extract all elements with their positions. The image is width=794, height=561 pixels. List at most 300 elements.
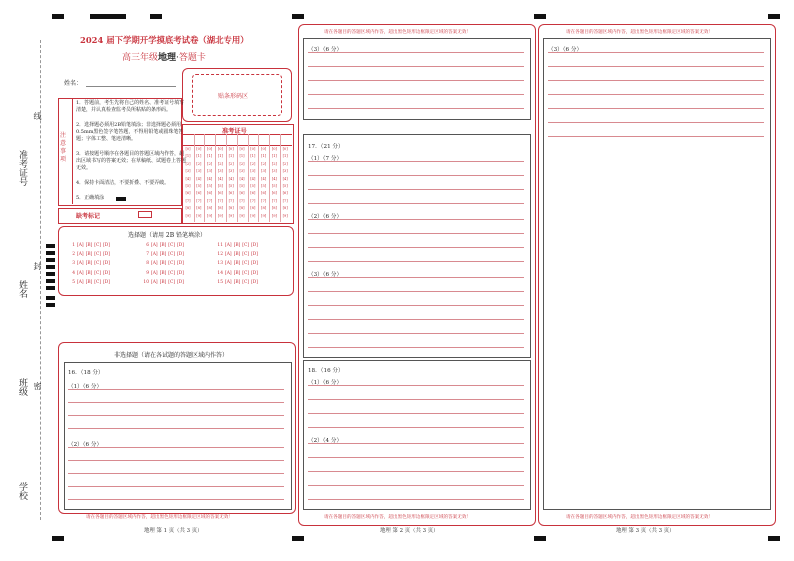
exam-id-bubble[interactable]: [5] [250, 184, 256, 188]
exam-id-bubble[interactable]: [0] [207, 147, 213, 151]
answer-line[interactable] [308, 399, 524, 400]
answer-line[interactable] [308, 233, 524, 234]
exam-no-label: 准考证号 [17, 150, 27, 186]
exam-id-bubble[interactable]: [8] [271, 206, 277, 211]
question-number: 15 [217, 279, 223, 285]
answer-line[interactable] [68, 428, 284, 429]
answer-line[interactable] [308, 471, 524, 472]
exam-id-bubble[interactable]: [1] [217, 154, 223, 159]
exam-id-bubble[interactable]: [4] [282, 176, 288, 181]
answer-line[interactable] [308, 385, 524, 386]
exam-id-bubble[interactable]: [9] [217, 213, 223, 218]
exam-id-bubble[interactable]: [8] [196, 206, 202, 211]
question-number: 7 [146, 252, 149, 258]
choice-row [140, 279, 186, 285]
exam-id-bubble[interactable]: [2] [207, 161, 213, 166]
notice-divider [72, 98, 73, 204]
exam-id-bubble[interactable]: [6] [239, 191, 245, 196]
question-number: 3 [72, 261, 75, 267]
q17-2-label: （2）（6 分） [308, 214, 343, 220]
exam-id-bubble[interactable]: [3] [282, 169, 288, 174]
answer-line[interactable] [68, 415, 284, 416]
registration-mark [292, 14, 304, 19]
answer-line[interactable] [308, 247, 524, 248]
answer-line[interactable] [548, 52, 764, 53]
exam-id-bubble[interactable]: [3] [207, 169, 213, 174]
choice-row [214, 242, 260, 248]
answer-line[interactable] [308, 319, 524, 320]
exam-id-bubble[interactable]: [9] [282, 213, 288, 218]
answer-line[interactable] [548, 122, 764, 123]
exam-id-bubble[interactable]: [6] [250, 191, 256, 196]
page2-warning-top: 请在各题目的答题区域内作答，超出黑色矩形边框限定区域的答案无效！ [324, 30, 472, 35]
exam-id-bubble[interactable]: [6] [196, 191, 202, 196]
exam-id-bubble[interactable]: [6] [185, 191, 191, 196]
name-label: 姓名： [64, 80, 83, 87]
choice-option-bubble[interactable]: [C] [168, 279, 176, 285]
question-number: 4 [72, 270, 75, 276]
answer-line[interactable] [308, 427, 524, 428]
timing-mark [46, 303, 55, 307]
choice-option-bubble[interactable]: [D] [103, 243, 111, 248]
exam-id-bubble[interactable]: [1] [207, 154, 213, 159]
exam-id-bubble[interactable]: [0] [239, 147, 245, 151]
exam-id-bubble[interactable]: [4] [239, 176, 245, 181]
exam-id-bubble[interactable]: [2] [282, 161, 288, 166]
choice-option-bubble[interactable]: [C] [242, 252, 250, 258]
answer-line[interactable] [68, 460, 284, 461]
choice-option-bubble[interactable]: [D] [103, 261, 111, 267]
answer-line[interactable] [308, 161, 524, 162]
exam-id-bubble[interactable]: [5] [239, 184, 245, 188]
answer-line[interactable] [308, 277, 524, 278]
absent-label: 缺考标记 [76, 213, 101, 220]
exam-id-bubble[interactable]: [4] [228, 176, 234, 181]
choice-option-bubble[interactable]: [C] [242, 243, 250, 248]
registration-mark [150, 14, 162, 19]
page2-warning-bottom: 请在各题目的答题区域内作答，超出黑色矩形边框限定区域的答案无效！ [324, 515, 472, 520]
choice-row [214, 270, 260, 276]
exam-id-bubble[interactable]: [7] [250, 198, 256, 203]
choice-option-bubble[interactable]: [A] [77, 270, 84, 276]
exam-id-bubble[interactable]: [6] [261, 191, 267, 196]
choice-option-bubble[interactable]: [C] [242, 270, 250, 276]
choice-option-bubble[interactable]: [A] [77, 252, 84, 258]
choice-row [66, 270, 112, 276]
choice-row [140, 260, 186, 266]
exam-id-bubble[interactable]: [8] [217, 206, 223, 211]
exam-id-bubble[interactable]: [1] [250, 154, 256, 159]
exam-id-bubble[interactable]: [9] [239, 213, 245, 218]
choice-option-bubble[interactable]: [B] [233, 243, 241, 248]
exam-id-bubble[interactable]: [0] [217, 147, 223, 151]
question-number: 8 [146, 261, 149, 267]
notice-item: 2．选择题必须用2B铅笔填涂；非选择题必须用0.5mm黑色签字笔答题，不得用铅笔或圆珠笔答题；字体工整、笔迹清晰。 [76, 122, 184, 143]
notice-item: 1．答题前，考生先将自己的姓名、准考证号填写清楚，并认真检查监考员所粘贴的条形码。 [76, 100, 185, 114]
choice-option-bubble[interactable]: [C] [94, 279, 102, 285]
q17-label: 17．（21 分） [308, 144, 344, 150]
exam-id-bubble[interactable]: [1] [239, 154, 245, 159]
exam-id-bubble[interactable]: [8] [261, 206, 267, 211]
exam-id-bubble[interactable]: [9] [261, 213, 267, 218]
exam-id-bubble[interactable]: [8] [239, 206, 245, 211]
exam-id-bubble[interactable]: [0] [282, 147, 288, 151]
answer-line[interactable] [308, 485, 524, 486]
exam-id-bubble[interactable]: [6] [228, 191, 234, 196]
choice-option-bubble[interactable]: [C] [94, 243, 102, 248]
notice-item: 5．正确填涂 [76, 195, 105, 201]
choice-option-bubble[interactable]: [D] [251, 252, 259, 258]
exam-id-bubble[interactable]: [6] [271, 191, 277, 196]
choice-option-bubble[interactable]: [A] [151, 270, 158, 276]
exam-id-bubble[interactable]: [8] [282, 206, 288, 211]
exam-id-bubble[interactable]: [3] [239, 169, 245, 174]
choice-row [140, 251, 186, 257]
exam-id-bubble[interactable]: [4] [196, 176, 202, 181]
exam-id-bubble[interactable]: [6] [217, 191, 223, 196]
question-number: 14 [217, 270, 223, 276]
answer-line[interactable] [548, 80, 764, 81]
answer-line[interactable] [548, 66, 764, 67]
notice-title: 注意事项 [60, 132, 67, 163]
answer-line[interactable] [68, 402, 284, 403]
exam-id-bubble[interactable]: [1] [282, 154, 288, 159]
q18-label: 18．（16 分） [308, 368, 344, 374]
q17-3-label: （3）（6 分） [308, 272, 343, 278]
exam-id-bubble[interactable]: [5] [217, 184, 223, 188]
exam-id-bubble[interactable]: [7] [228, 198, 234, 203]
notice-item: 3．请按题号顺序在各题目的答题区域内作答，超出区域书写的答案无效；在草稿纸、试题卷上答题无效。 [76, 151, 187, 172]
exam-id-bubble[interactable]: [2] [228, 161, 234, 166]
timing-mark [46, 296, 55, 300]
exam-id-bubble[interactable]: [2] [271, 161, 277, 166]
choice-option-bubble[interactable]: [B] [85, 252, 93, 258]
page3-warning-top: 请在各题目的答题区域内作答，超出黑色矩形边框限定区域的答案无效！ [566, 30, 714, 35]
card-label: 答题卡 [178, 53, 206, 63]
exam-id-bubble[interactable]: [8] [207, 206, 213, 211]
answer-line[interactable] [548, 108, 764, 109]
exam-id-bubble[interactable]: [3] [185, 169, 191, 174]
exam-id-bubble[interactable]: [0] [185, 147, 191, 151]
choice-option-bubble[interactable]: [A] [225, 279, 232, 285]
choice-option-bubble[interactable]: [B] [159, 270, 167, 276]
exam-id-bubble[interactable]: [0] [261, 147, 267, 151]
choice-option-bubble[interactable]: [C] [168, 270, 176, 276]
timing-mark [46, 272, 55, 276]
exam-id-bubble[interactable]: [4] [207, 176, 213, 181]
choice-row [214, 251, 260, 257]
exam-id-bubble[interactable]: [3] [271, 169, 277, 174]
answer-line[interactable] [68, 473, 284, 474]
exam-id-bubble[interactable]: [5] [207, 184, 213, 188]
question-number: 5 [72, 279, 75, 285]
exam-id-bubble[interactable]: [1] [228, 154, 234, 159]
secret-label: 密 [33, 382, 42, 390]
exam-id-bubble[interactable]: [3] [261, 169, 267, 174]
choice-option-bubble[interactable]: [C] [242, 279, 250, 285]
answer-line[interactable] [308, 347, 524, 348]
choice-option-bubble[interactable]: [C] [168, 261, 176, 267]
exam-id-bubble[interactable]: [2] [250, 161, 256, 166]
choice-option-bubble[interactable]: [B] [233, 270, 241, 276]
page3-q3-label: （3）（6 分） [548, 47, 583, 53]
choice-option-bubble[interactable]: [B] [85, 261, 93, 267]
exam-id-bubble[interactable]: [8] [228, 206, 234, 211]
registration-mark [90, 14, 126, 19]
subject-label: 地理 [158, 53, 177, 63]
choice-option-bubble[interactable]: [B] [233, 279, 241, 285]
cut-line-label: 线 [33, 112, 42, 120]
choice-option-bubble[interactable]: [D] [103, 252, 111, 258]
choice-option-bubble[interactable]: [C] [242, 261, 250, 267]
answer-line[interactable] [308, 80, 524, 81]
choice-option-bubble[interactable]: [D] [103, 270, 111, 276]
choice-option-bubble[interactable]: [B] [159, 243, 167, 248]
exam-id-bubble[interactable]: [5] [228, 184, 234, 188]
choice-option-bubble[interactable]: [B] [233, 252, 241, 258]
exam-id-bubble[interactable]: [0] [250, 147, 256, 151]
timing-mark [46, 279, 55, 283]
exam-id-label: 准考证号 [222, 128, 247, 135]
question-number: 1 [72, 243, 75, 248]
q18-1-label: （1）（6 分） [308, 380, 343, 386]
choice-option-bubble[interactable]: [A] [225, 252, 232, 258]
filled-sample [116, 197, 126, 201]
choice-option-bubble[interactable]: [C] [168, 243, 176, 248]
card-subtitle [122, 50, 206, 63]
exam-id-bubble[interactable]: [7] [271, 198, 277, 203]
q17-1-label: （1）（7 分） [308, 156, 343, 162]
answer-line[interactable] [548, 136, 764, 137]
answer-line[interactable] [308, 499, 524, 500]
answer-line[interactable] [308, 333, 524, 334]
exam-id-bubble[interactable]: [3] [228, 169, 234, 174]
choice-option-bubble[interactable]: [B] [85, 270, 93, 276]
answer-line[interactable] [68, 389, 284, 390]
answer-line[interactable] [308, 175, 524, 176]
exam-id-bubble[interactable]: [9] [271, 213, 277, 218]
choice-option-bubble[interactable]: [B] [233, 261, 241, 267]
name-input-line[interactable] [86, 86, 176, 87]
timing-mark [46, 265, 55, 269]
choice-option-bubble[interactable]: [A] [77, 243, 84, 248]
exam-id-bubble[interactable]: [7] [261, 198, 267, 203]
exam-title: 2024 届下学期开学摸底考试卷（湖北专用） [80, 35, 249, 45]
answer-line[interactable] [308, 203, 524, 204]
exam-id-bubble[interactable]: [7] [239, 198, 245, 203]
choice-title: 选择题（请用 2B 铅笔填涂） [128, 232, 207, 239]
answer-line[interactable] [308, 189, 524, 190]
exam-id-bubble[interactable]: [9] [207, 213, 213, 218]
answer-line[interactable] [308, 413, 524, 414]
exam-id-bubble[interactable]: [6] [282, 191, 288, 196]
exam-id-bubble[interactable]: [3] [217, 169, 223, 174]
choice-option-bubble[interactable]: [B] [85, 243, 93, 248]
timing-mark [46, 244, 55, 248]
exam-id-bubble[interactable]: [1] [185, 154, 191, 159]
choice-option-bubble[interactable]: [D] [177, 243, 185, 248]
seal-label: 封 [33, 262, 42, 270]
choice-option-bubble[interactable]: [C] [94, 261, 102, 267]
barcode-label: 贴条形码区 [218, 93, 249, 100]
choice-option-bubble[interactable]: [A] [225, 270, 232, 276]
answer-line[interactable] [308, 457, 524, 458]
exam-id-bubble[interactable]: [7] [196, 198, 202, 203]
exam-id-bubble[interactable]: [7] [207, 198, 213, 203]
page2-q3-label: （3）（6 分） [308, 47, 343, 53]
choice-option-bubble[interactable]: [A] [151, 243, 158, 248]
choice-option-bubble[interactable]: [A] [225, 261, 232, 267]
registration-mark [292, 536, 304, 541]
choice-option-bubble[interactable]: [C] [94, 270, 102, 276]
choice-row [140, 270, 186, 276]
choice-option-bubble[interactable]: [D] [251, 270, 259, 276]
choice-option-bubble[interactable]: [D] [251, 243, 259, 248]
registration-mark [534, 14, 546, 19]
exam-id-bubble[interactable]: [0] [196, 147, 202, 151]
choice-option-bubble[interactable]: [B] [159, 261, 167, 267]
exam-id-bubble[interactable]: [4] [271, 176, 277, 181]
choice-option-bubble[interactable]: [D] [177, 261, 185, 267]
question-number: 6 [146, 243, 149, 248]
registration-mark [52, 14, 64, 19]
registration-mark [534, 536, 546, 541]
exam-id-bubble[interactable]: [2] [217, 161, 223, 166]
choice-option-bubble[interactable]: [A] [77, 261, 84, 267]
exam-id-bubble[interactable]: [9] [250, 213, 256, 218]
timing-mark [46, 251, 55, 255]
answer-line[interactable] [308, 66, 524, 67]
exam-id-bubble[interactable]: [9] [196, 213, 202, 218]
choice-option-bubble[interactable]: [C] [168, 252, 176, 258]
choice-option-bubble[interactable]: [D] [103, 279, 111, 285]
answer-line[interactable] [308, 219, 524, 220]
exam-id-bubble[interactable]: [4] [261, 176, 267, 181]
choice-option-bubble[interactable]: [D] [177, 270, 185, 276]
choice-option-bubble[interactable]: [B] [159, 279, 167, 285]
separator: · [176, 53, 179, 63]
answer-line[interactable] [68, 499, 284, 500]
answer-line[interactable] [68, 486, 284, 487]
question-number: 10 [143, 279, 149, 285]
exam-id-bubble[interactable]: [7] [282, 198, 288, 203]
choice-option-bubble[interactable]: [D] [251, 261, 259, 267]
choice-option-bubble[interactable]: [A] [151, 252, 158, 258]
exam-id-bubble[interactable]: [5] [271, 184, 277, 188]
choice-option-bubble[interactable]: [A] [77, 279, 84, 285]
choice-row [140, 242, 186, 248]
exam-id-bubble[interactable]: [4] [250, 176, 256, 181]
notice-item: 4．保持卡面清洁，不要折叠、不要弄破。 [76, 180, 170, 186]
exam-id-bubble[interactable]: [8] [250, 206, 256, 211]
choice-option-bubble[interactable]: [B] [159, 252, 167, 258]
choice-row [66, 251, 112, 257]
nonchoice-title: 非选择题（请在各试题的答题区域内作答） [114, 352, 229, 359]
choice-row [66, 242, 112, 248]
exam-id-bubble[interactable]: [6] [207, 191, 213, 196]
exam-id-bubble[interactable]: [0] [228, 147, 234, 151]
answer-line[interactable] [308, 94, 524, 95]
answer-line[interactable] [308, 291, 524, 292]
name-side-label: 姓名 [17, 280, 27, 298]
exam-id-bubble[interactable]: [0] [271, 147, 277, 151]
answer-line[interactable] [308, 261, 524, 262]
choice-option-bubble[interactable]: [C] [94, 252, 102, 258]
exam-id-bubble[interactable]: [4] [217, 176, 223, 181]
question-number: 12 [217, 252, 223, 258]
page1-footer: 地理 第 1 页（共 3 页） [144, 528, 203, 534]
answer-line[interactable] [308, 108, 524, 109]
page1-warning: 请在各题目的答题区域内作答，超出黑色矩形边框限定区域的答案无效！ [86, 515, 234, 520]
exam-id-bubble[interactable]: [5] [185, 184, 191, 188]
choice-option-bubble[interactable]: [D] [177, 252, 185, 258]
answer-line[interactable] [308, 52, 524, 53]
grade-label: 高三年级 [122, 53, 159, 63]
registration-mark [52, 536, 64, 541]
answer-line[interactable] [308, 443, 524, 444]
registration-mark [768, 536, 780, 541]
choice-option-bubble[interactable]: [A] [225, 243, 232, 248]
q16-label: 16．（18 分） [68, 370, 104, 376]
timing-mark [46, 258, 55, 262]
exam-id-bubble[interactable]: [8] [185, 206, 191, 211]
exam-id-bubble[interactable]: [3] [196, 169, 202, 174]
exam-id-bubble[interactable]: [2] [196, 161, 202, 166]
page3-footer: 地理 第 3 页（共 3 页） [616, 528, 675, 534]
exam-id-bubble[interactable]: [7] [185, 198, 191, 203]
exam-id-bubble[interactable]: [1] [271, 154, 277, 159]
answer-line[interactable] [308, 305, 524, 306]
exam-id-bubble[interactable]: [2] [239, 161, 245, 166]
exam-id-bubble[interactable]: [5] [196, 184, 202, 188]
exam-id-bubble[interactable]: [1] [196, 154, 202, 159]
page3-warning-bottom: 请在各题目的答题区域内作答，超出黑色矩形边框限定区域的答案无效！ [566, 515, 714, 520]
q16-2-label: （2）（6 分） [68, 442, 103, 448]
registration-mark [768, 14, 780, 19]
exam-id-bubble[interactable]: [2] [261, 161, 267, 166]
q17-box [303, 134, 531, 358]
choice-option-bubble[interactable]: [D] [251, 279, 259, 285]
exam-id-bubble[interactable]: [3] [250, 169, 256, 174]
choice-option-bubble[interactable]: [D] [177, 279, 185, 285]
answer-line[interactable] [68, 447, 284, 448]
choice-row [66, 279, 112, 285]
answer-line[interactable] [548, 94, 764, 95]
exam-id-bubble[interactable]: [5] [282, 184, 288, 188]
choice-option-bubble[interactable]: [B] [85, 279, 93, 285]
exam-id-bubble[interactable]: [9] [185, 213, 191, 218]
exam-id-bubble[interactable]: [2] [185, 161, 191, 166]
question-number: 11 [217, 243, 223, 248]
exam-id-bubble[interactable]: [9] [228, 213, 234, 218]
q16-1-label: （1）（6 分） [68, 384, 103, 390]
exam-id-bubble[interactable]: [7] [217, 198, 223, 203]
question-number: 2 [72, 252, 75, 258]
choice-option-bubble[interactable]: [A] [151, 261, 158, 267]
exam-id-bubble[interactable]: [5] [261, 184, 267, 188]
exam-id-bubble[interactable]: [4] [185, 176, 191, 181]
exam-id-bubble[interactable]: [1] [261, 154, 267, 159]
q18-2-label: （2）（4 分） [308, 438, 343, 444]
choice-option-bubble[interactable]: [A] [151, 279, 158, 285]
class-label: 班级 [17, 378, 27, 396]
page2-footer: 地理 第 2 页（共 3 页） [380, 528, 439, 534]
choice-row [66, 260, 112, 266]
school-label: 学校 [17, 482, 27, 500]
absent-checkbox[interactable] [138, 211, 152, 218]
timing-mark [46, 286, 55, 290]
choice-row [214, 260, 260, 266]
